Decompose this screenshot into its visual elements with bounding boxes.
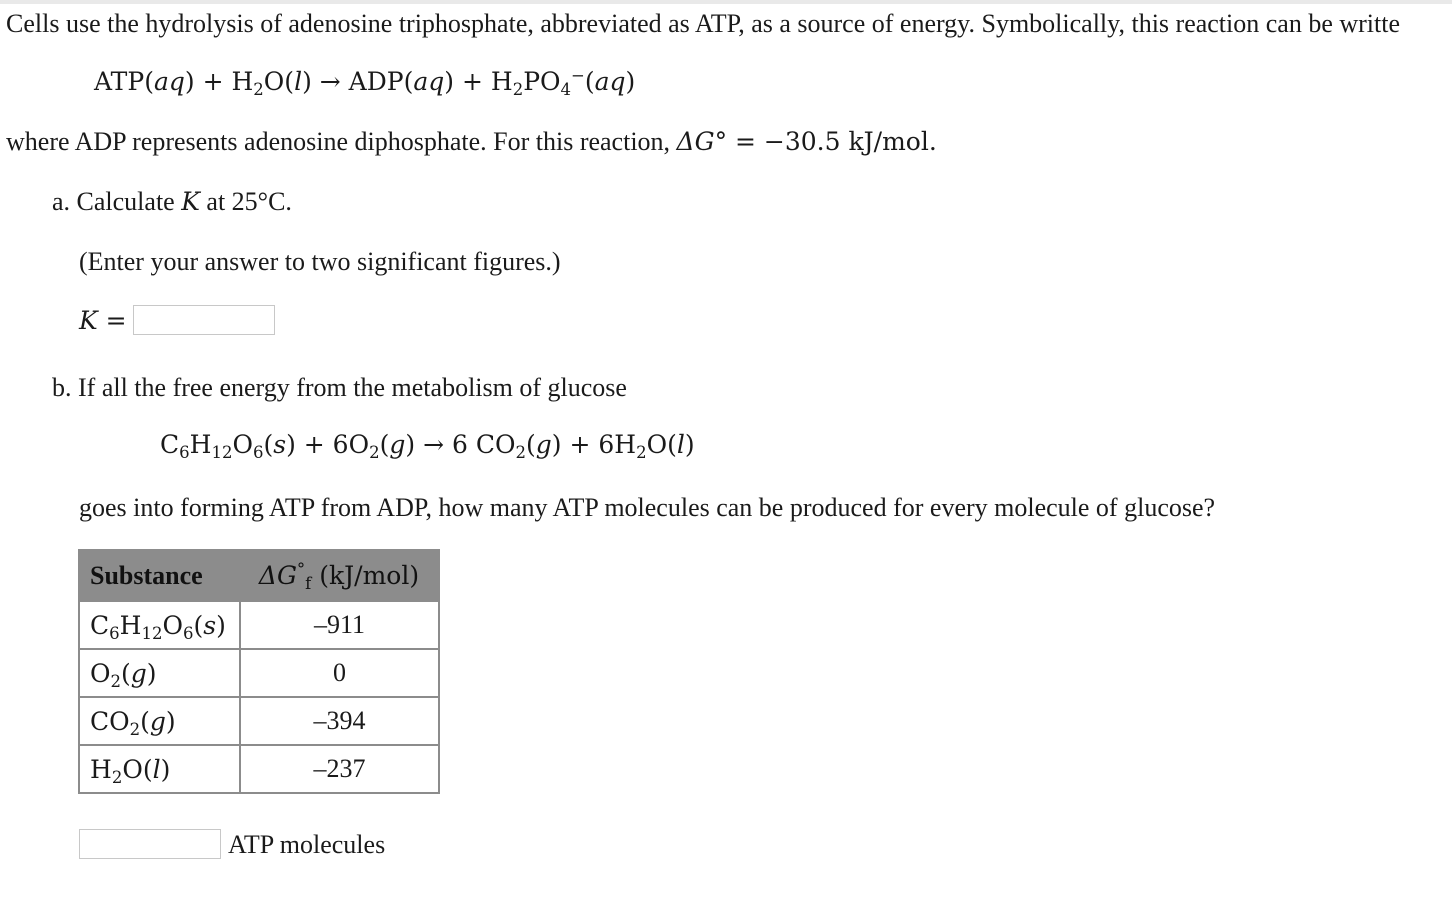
adp-description: where ADP represents adenosine diphosphate. For this reaction, ΔG° = −30.5 kJ/mol. xyxy=(6,127,937,156)
intro-text xyxy=(6,8,1400,40)
substance-oxygen: $O_2(g)$ xyxy=(79,649,240,697)
table-row xyxy=(79,697,439,745)
value-water: –237 xyxy=(240,745,439,793)
atp-reaction-equation: $ATP(aq) + H_2O(l) \to ADP(aq) + H_2PO_4^-(aq)$ xyxy=(94,65,636,99)
glucose-reaction-equation: $C_6H_{12}O_6(s) + 6O_2(g) \to 6$ $CO_2(g) + 6H_2O(l)$ xyxy=(160,430,695,462)
value-oxygen: 0 xyxy=(240,649,439,697)
k-answer-label: K = xyxy=(79,306,127,335)
table-row xyxy=(79,745,439,793)
header-substance: Substance xyxy=(79,550,240,601)
value-glucose: –911 xyxy=(240,601,439,649)
atp-molecules-label: ATP molecules xyxy=(228,830,386,859)
part-b-prompt: b. If all the free energy from the metabolism of glucose xyxy=(52,373,627,402)
table-row xyxy=(79,649,439,697)
part-a-prompt: a. Calculate K at 25°C. xyxy=(52,187,292,216)
part-a-instruction: (Enter your answer to two significant figures.) xyxy=(79,247,561,276)
part-b-question: goes into forming ATP from ADP, how many ATP molecules can be produced for every molecule of glucose? xyxy=(79,493,1216,522)
top-divider xyxy=(0,0,1452,4)
intro-sentence: Cells use the hydrolysis of adenosine triphosphate, abbreviated as ATP, as a source of energy. Symbolically, this reaction can be writte xyxy=(6,9,1401,38)
value-co2: –394 xyxy=(240,697,439,745)
substance-glucose: $C_6H_{12}O_6(s)$ xyxy=(79,601,240,649)
atp-molecules-input[interactable] xyxy=(79,829,221,859)
header-delta-g: $\Delta G^\circ_f$ (kJ/mol) xyxy=(240,550,439,601)
substance-co2: $CO_2(g)$ xyxy=(79,697,240,745)
substance-water: $H_2O(l)$ xyxy=(79,745,240,793)
k-answer-input[interactable] xyxy=(133,305,275,335)
table-row xyxy=(79,601,439,649)
table-header-row xyxy=(79,550,439,601)
free-energy-table xyxy=(78,549,440,794)
